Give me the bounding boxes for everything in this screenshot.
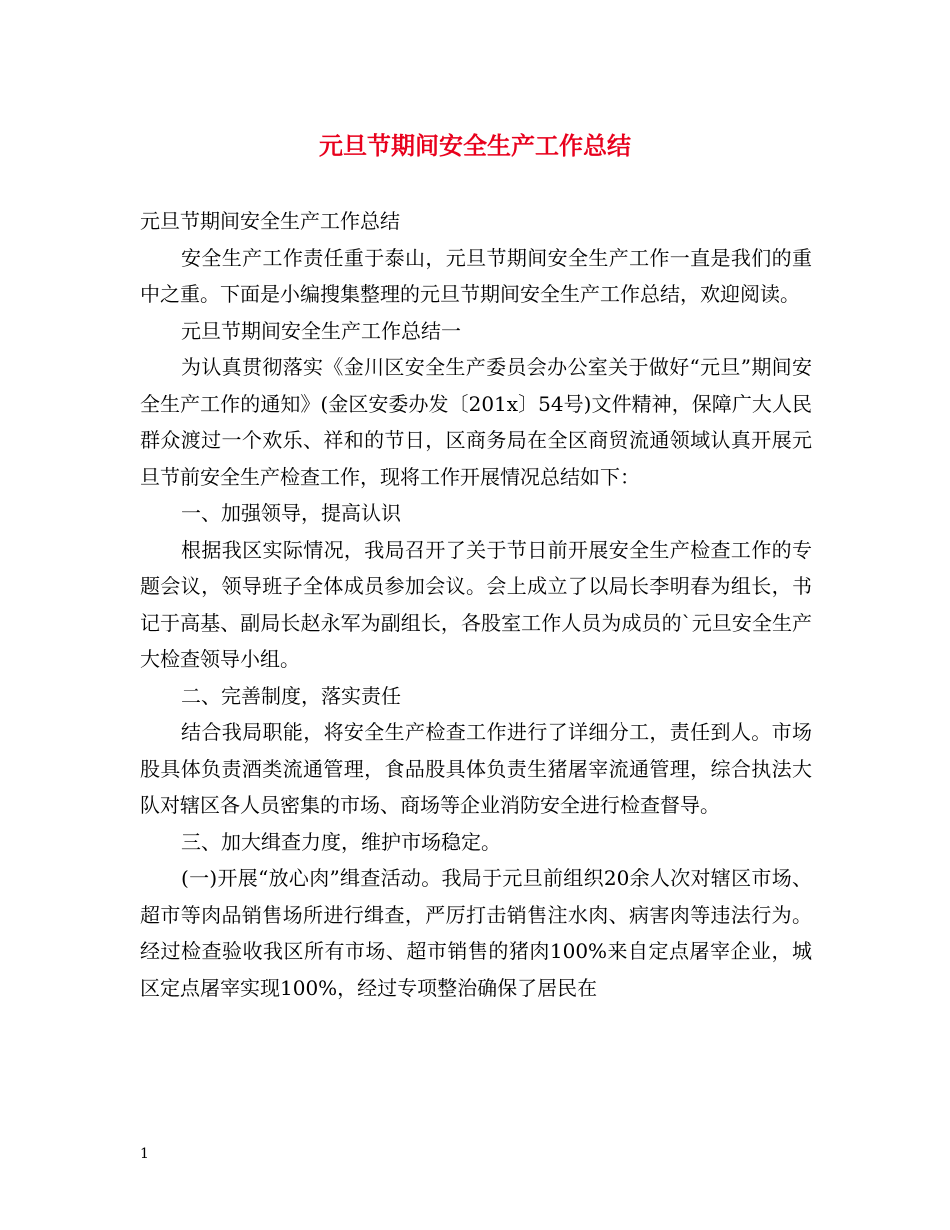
document-title: 元旦节期间安全生产工作总结 [319,131,631,160]
paragraph-subtitle: 元旦节期间安全生产工作总结 [140,209,400,233]
paragraph-intro: 安全生产工作责任重于泰山，元旦节期间安全生产工作一直是我们的重中之重。下面是小编搜集整理的元旦节期间安全生产工作总结，欢迎阅读。 [140,245,812,306]
paragraph-heading-2: 二、完善制度，落实责任 [181,683,401,708]
paragraph-heading-3: 三、加大缉查力度，维护市场稳定。 [181,829,501,854]
paragraph-body: 结合我局职能，将安全生产检查工作进行了详细分工，责任到人。市场股具体负责酒类流通管理，食品股具体负责生猪屠宰流通管理，综合执法大队对辖区各人员密集的市场、商场等企业消防安全进行检查督导。 [140,720,812,817]
document-body [140,203,812,1006]
page-number: 1 [140,1146,149,1162]
paragraph-heading-1: 一、加强领导，提高认识 [181,501,401,525]
paragraph-body: (一)开展“放心肉”缉查活动。我局于元旦前组织20余人次对辖区市场、超市等肉品销售场所进行缉查，严厉打击销售注水肉、病害肉等违法行为。经过检查验收我区所有市场、超市销售的猪肉100%来自定点屠宰企业，城区定点屠宰实现100%，经过专项整治确保了居民在 [140,866,812,1000]
paragraph-body: 为认真贯彻落实《金川区安全生产委员会办公室关于做好“元旦”期间安全生产工作的通知》(金区安委办发〔201x〕54号)文件精神，保障广大人民群众渡过一个欢乐、祥和的节日，区商务局在全区商贸流通领域认真开展元旦节前安全生产检查工作，现将工作开展情况总结如下： [140,355,812,489]
paragraph-body: 根据我区实际情况，我局召开了关于节日前开展安全生产检查工作的专题会议，领导班子全体成员参加会议。会上成立了以局长李明春为组长，书记于高基、副局长赵永军为副组长，各股室工作人员为成员的`元旦安全生产大检查领导小组。 [140,537,812,671]
paragraph-section-heading: 元旦节期间安全生产工作总结一 [181,318,461,343]
